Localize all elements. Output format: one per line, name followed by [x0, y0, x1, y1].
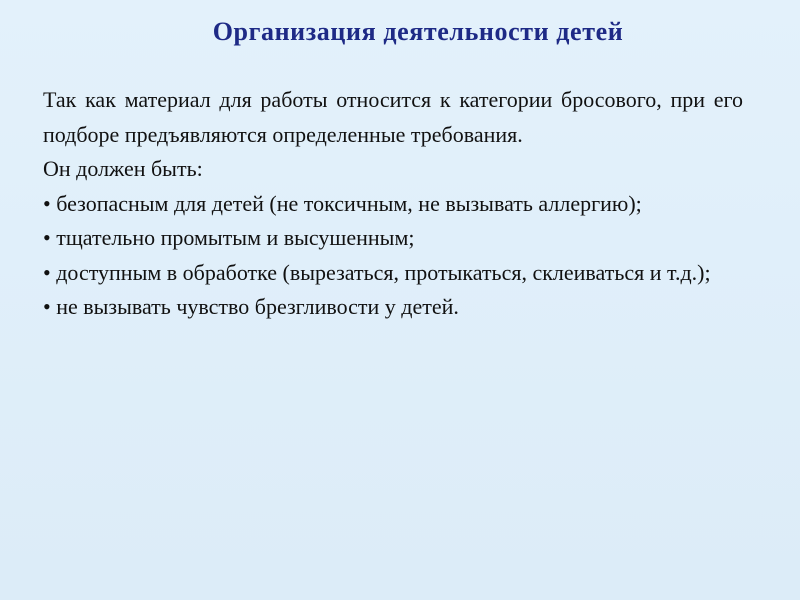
bullet-item-workable: • доступным в обработке (вырезаться, протыкаться, склеиваться и т.д.); — [43, 259, 711, 285]
bullet-item-not-disgusting: • не вызывать чувство брезгливости у детей. — [43, 294, 459, 319]
requirement-lead: Он должен быть: — [43, 156, 203, 181]
intro-paragraph: Так как материал для работы относится к категории бросового, при его подборе предъявляются определенные требования. — [43, 87, 743, 147]
slide-body — [43, 83, 743, 325]
bullet-item-safe: • безопасным для детей (не токсичным, не вызывать аллергию); — [43, 190, 642, 216]
slide-title: Организация деятельности детей — [212, 17, 624, 46]
bullet-item-washed: • тщательно промытым и высушенным; — [43, 225, 415, 250]
